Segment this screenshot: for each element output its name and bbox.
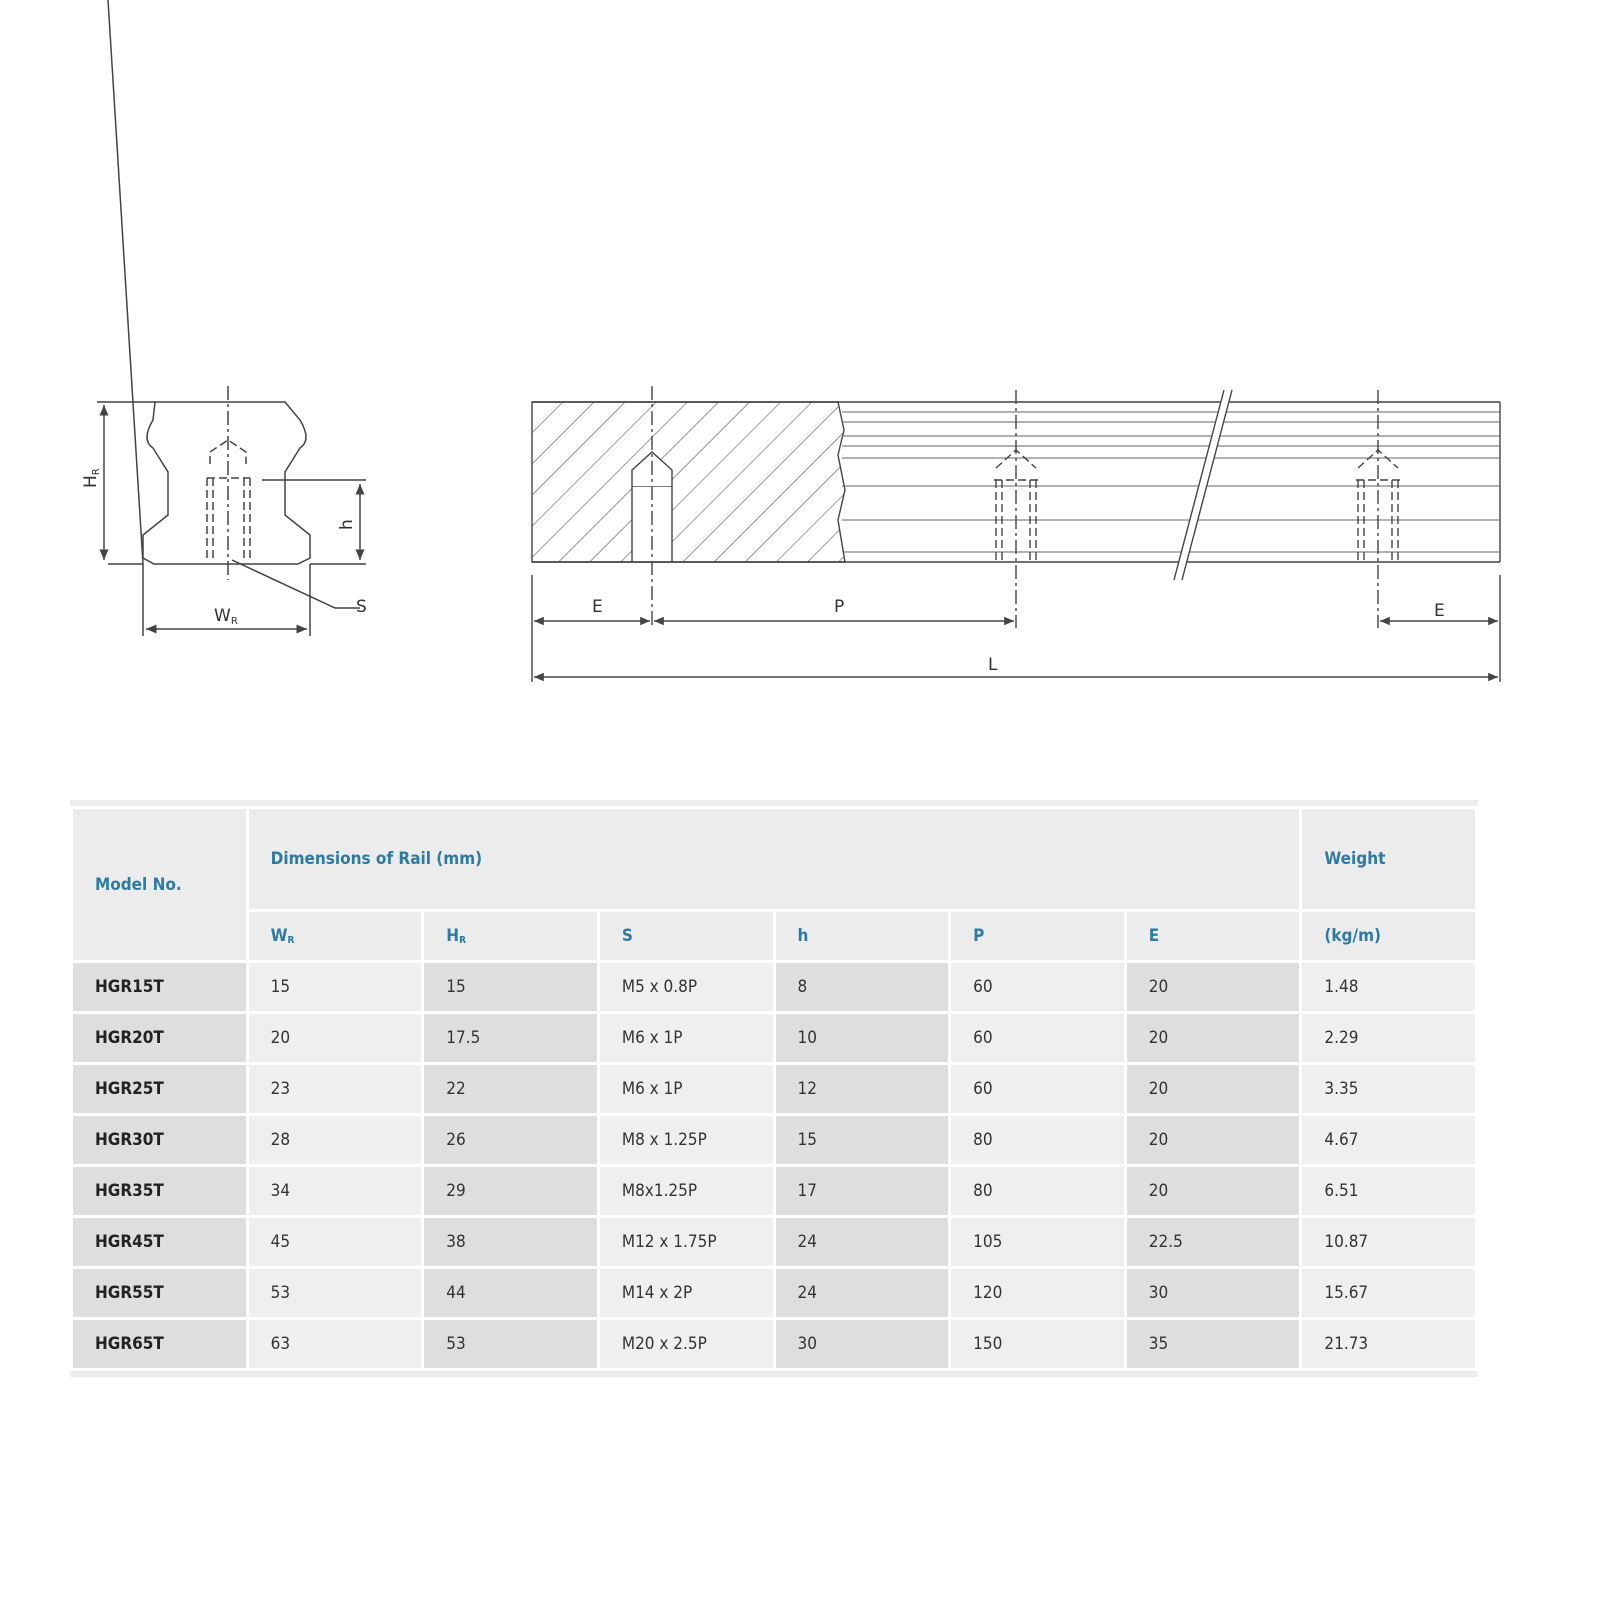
value-cell: 29 — [423, 1166, 599, 1217]
column-header-hr: $H_R$ — [423, 911, 599, 962]
value-cell: 4.67 — [1301, 1115, 1477, 1166]
label-hr: HR — [81, 468, 102, 488]
value-cell: 60 — [950, 1013, 1126, 1064]
table-row — [72, 1115, 1477, 1166]
value-cell: 53 — [423, 1319, 599, 1370]
value-cell: M6 x 1P — [598, 1064, 774, 1115]
value-cell: 17.5 — [423, 1013, 599, 1064]
value-cell: 15 — [774, 1115, 950, 1166]
value-cell: M5 x 0.8P — [598, 962, 774, 1013]
value-cell: 26 — [423, 1115, 599, 1166]
value-cell: 105 — [950, 1217, 1126, 1268]
table-row — [72, 1268, 1477, 1319]
label-h: h — [337, 519, 357, 530]
value-cell: 20 — [1125, 1115, 1301, 1166]
table-row — [72, 1217, 1477, 1268]
value-cell: 1.48 — [1301, 962, 1477, 1013]
label-e-right: E — [1434, 601, 1445, 621]
value-cell: 2.29 — [1301, 1013, 1477, 1064]
rail-side-view — [532, 386, 1500, 682]
value-cell: 21.73 — [1301, 1319, 1477, 1370]
value-cell: 24 — [774, 1268, 950, 1319]
value-cell: 10 — [774, 1013, 950, 1064]
value-cell: 20 — [1125, 1166, 1301, 1217]
value-cell: 15 — [247, 962, 423, 1013]
value-cell: 34 — [247, 1166, 423, 1217]
value-cell: 22 — [423, 1064, 599, 1115]
value-cell: 24 — [774, 1217, 950, 1268]
rail-drawing — [0, 0, 1600, 780]
value-cell: 120 — [950, 1268, 1126, 1319]
model-cell: HGR20T — [72, 1013, 248, 1064]
label-e-left: E — [592, 597, 603, 617]
value-cell: M6 x 1P — [598, 1013, 774, 1064]
value-cell: 3.35 — [1301, 1064, 1477, 1115]
model-header: Model No. — [72, 808, 248, 962]
model-cell: HGR55T — [72, 1268, 248, 1319]
table-row — [72, 1064, 1477, 1115]
label-l: L — [988, 655, 998, 675]
model-cell: HGR15T — [72, 962, 248, 1013]
value-cell: 150 — [950, 1319, 1126, 1370]
value-cell: 60 — [950, 962, 1126, 1013]
value-cell: 44 — [423, 1268, 599, 1319]
value-cell: 15.67 — [1301, 1268, 1477, 1319]
column-header-h: h — [774, 911, 950, 962]
value-cell: 6.51 — [1301, 1166, 1477, 1217]
table-row — [72, 1166, 1477, 1217]
weight-unit-header: (kg/m) — [1301, 911, 1477, 962]
value-cell: 17 — [774, 1166, 950, 1217]
label-p: P — [834, 597, 845, 617]
value-cell: 80 — [950, 1166, 1126, 1217]
value-cell: M12 x 1.75P — [598, 1217, 774, 1268]
column-header-wr: $W_R$ — [247, 911, 423, 962]
value-cell: 20 — [1125, 1064, 1301, 1115]
value-cell: 38 — [423, 1217, 599, 1268]
value-cell: 20 — [247, 1013, 423, 1064]
value-cell: 12 — [774, 1064, 950, 1115]
value-cell: 60 — [950, 1064, 1126, 1115]
value-cell: 20 — [1125, 962, 1301, 1013]
value-cell: 53 — [247, 1268, 423, 1319]
value-cell: 10.87 — [1301, 1217, 1477, 1268]
value-cell: M20 x 2.5P — [598, 1319, 774, 1370]
column-header-s: S — [598, 911, 774, 962]
column-header-e: E — [1125, 911, 1301, 962]
dimensions-header: Dimensions of Rail (mm) — [247, 808, 1301, 911]
model-cell: HGR45T — [72, 1217, 248, 1268]
model-cell: HGR35T — [72, 1166, 248, 1217]
value-cell: 8 — [774, 962, 950, 1013]
model-cell: HGR30T — [72, 1115, 248, 1166]
table-row — [72, 962, 1477, 1013]
value-cell: 80 — [950, 1115, 1126, 1166]
value-cell: 28 — [247, 1115, 423, 1166]
value-cell: 15 — [423, 962, 599, 1013]
label-wr: WR — [214, 606, 238, 627]
value-cell: M8 x 1.25P — [598, 1115, 774, 1166]
value-cell: 20 — [1125, 1013, 1301, 1064]
label-s: S — [356, 597, 367, 617]
table-row — [72, 1013, 1477, 1064]
model-cell: HGR25T — [72, 1064, 248, 1115]
value-cell: 35 — [1125, 1319, 1301, 1370]
model-cell: HGR65T — [72, 1319, 248, 1370]
value-cell: 63 — [247, 1319, 423, 1370]
rail-cross-section — [97, 0, 366, 636]
value-cell: M8x1.25P — [598, 1166, 774, 1217]
weight-header: Weight — [1301, 808, 1477, 911]
value-cell: M14 x 2P — [598, 1268, 774, 1319]
value-cell: 30 — [774, 1319, 950, 1370]
value-cell: 45 — [247, 1217, 423, 1268]
rail-dimensions-table — [70, 800, 1478, 1377]
table-row — [72, 1319, 1477, 1370]
column-header-p: P — [950, 911, 1126, 962]
value-cell: 22.5 — [1125, 1217, 1301, 1268]
value-cell: 30 — [1125, 1268, 1301, 1319]
value-cell: 23 — [247, 1064, 423, 1115]
